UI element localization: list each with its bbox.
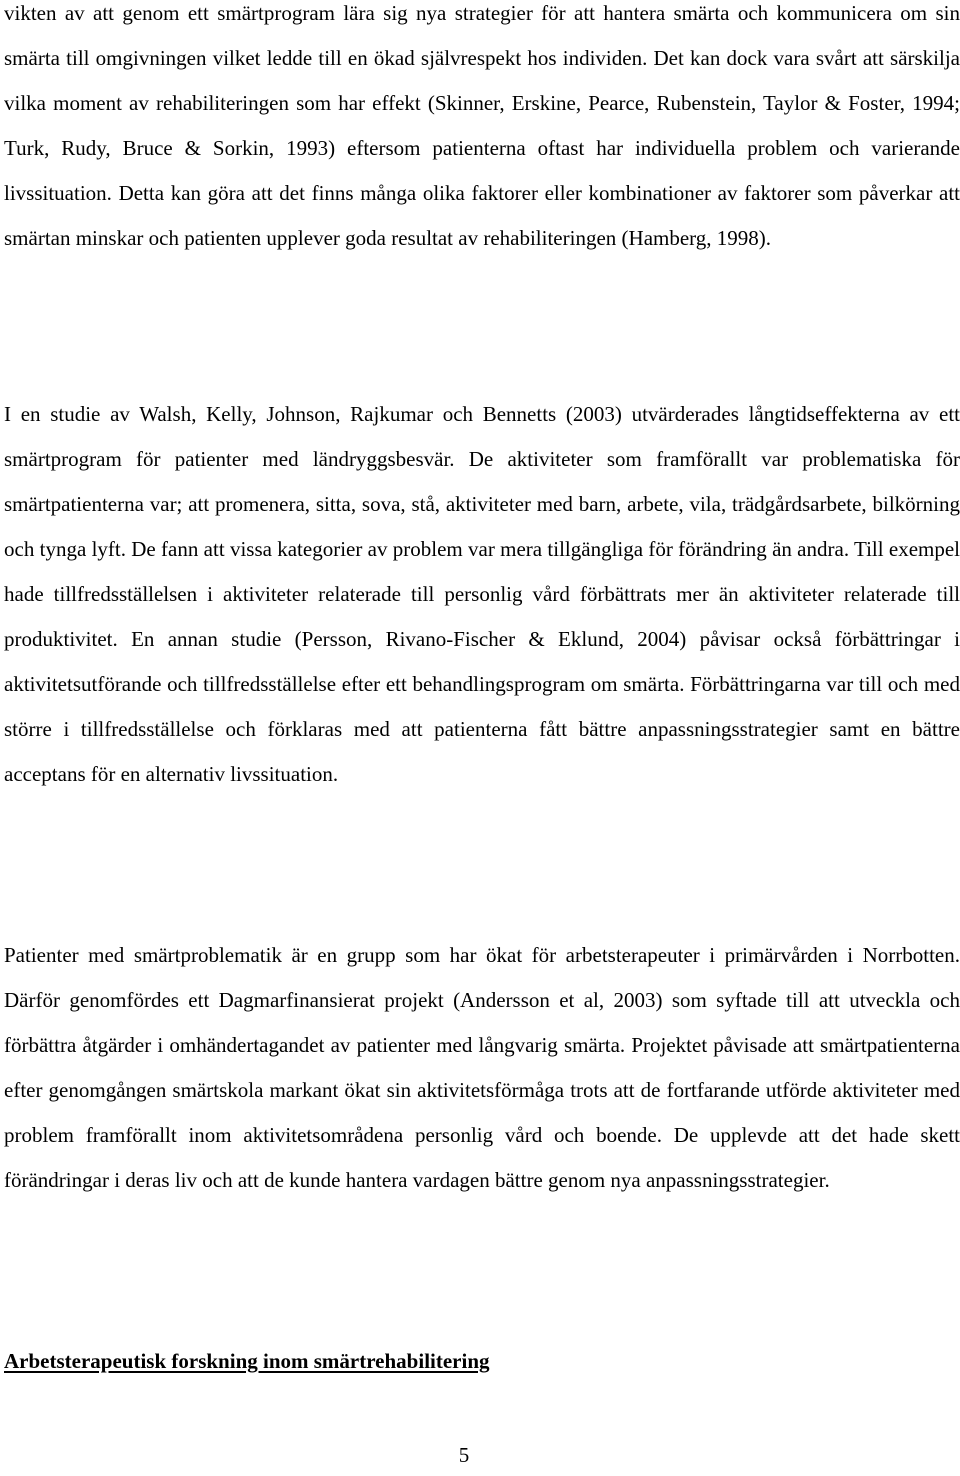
page-number: 5 xyxy=(458,1443,470,1467)
page-number-container xyxy=(4,1442,924,1468)
body-paragraph-1: vikten av att genom ett smärtprogram lära sig nya strategier för att hantera smärta och kommunicera om sin smärta till omgivningen vilket ledde till en ökad självrespekt hos individen. Det kan dock vara svårt att särskilja vilka moment av rehabiliteringen som har effekt (Skinner, Erskine, Pearce, Rubenstein, Taylor & Foster, 1994; Turk, Rudy, Bruce & Sorkin, 1993) eftersom patienterna oftast har individuella problem och varierande livssituation. Detta kan göra att det finns många olika faktorer eller kombinationer av faktorer som påverkar att smärtan minskar och patienten upplever goda resultat av rehabiliteringen (Hamberg, 1998). xyxy=(4,1,960,250)
body-paragraph-2: I en studie av Walsh, Kelly, Johnson, Rajkumar och Bennetts (2003) utvärderades långtidseffekterna av ett smärtprogram för patienter med ländryggsbesvär. De aktiviteter som framförallt var problematiska för smärtpatienterna var; att promenera, sitta, sova, stå, aktiviteter med barn, arbete, vila, trädgårdsarbete, bilkörning och tynga lyft. De fann att vissa kategorier av problem var mera tillgängliga för förändring än andra. Till exempel hade tillfredsställelsen i aktiviteter relaterade till personlig vård förbättrats mer än aktiviteter relaterade till produktivitet. En annan studie (Persson, Rivano-Fischer & Eklund, 2004) påvisar också förbättringar i aktivitetsutförande och tillfredsställelse efter ett behandlingsprogram om smärta. Förbättringarna var till och med större i tillfredsställelse och förklaras med att patienterna fått bättre anpassningsstrategier samt en bättre acceptans för en alternativ livssituation. xyxy=(4,402,960,786)
body-paragraph-3: Patienter med smärtproblematik är en grupp som har ökat för arbetsterapeuter i primärvården i Norrbotten. Därför genomfördes ett Dagmarfinansierat projekt (Andersson et al, 2003) som syftade till att utveckla och förbättra åtgärder i omhändertagandet av patienter med långvarig smärta. Projektet påvisade att smärtpatienterna efter genomgången smärtskola markant ökat sin aktivitetsförmåga trots att de fortfarande utförde aktiviteter med problem framförallt inom aktivitetsområdena personlig vård och boende. De upplevde att det hade skett förändringar i deras liv och att de kunde hantera vardagen bättre genom nya anpassningsstrategier. xyxy=(4,943,960,1192)
section-heading: Arbetsterapeutisk forskning inom smärtrehabilitering xyxy=(4,1349,490,1373)
document-page xyxy=(4,0,960,1476)
